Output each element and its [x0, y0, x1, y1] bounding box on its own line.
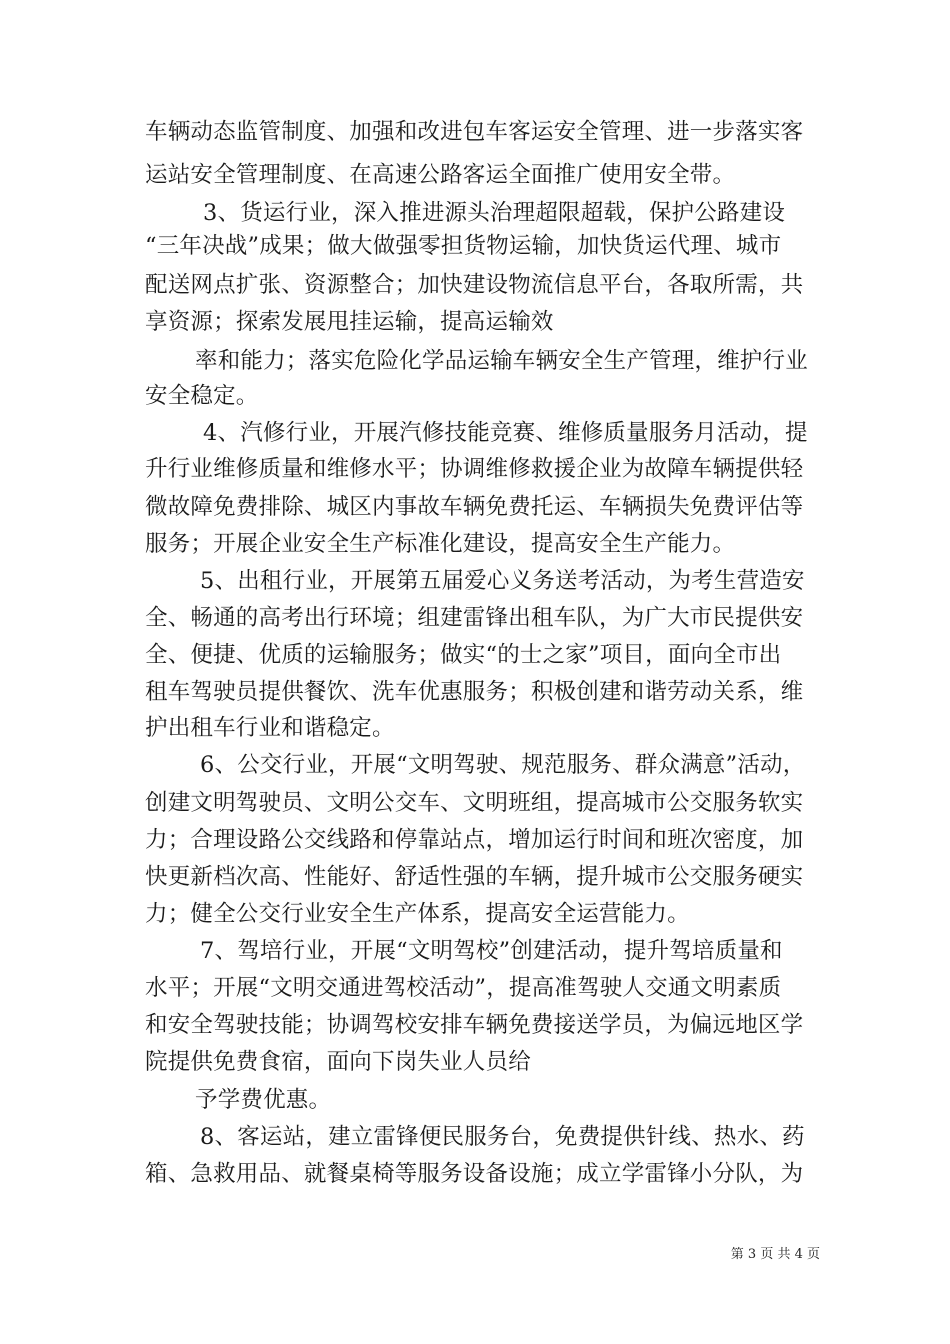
paragraph-line: 予学费优惠。 [195, 1087, 332, 1113]
paragraph-line: 安全稳定。 [145, 383, 259, 409]
paragraph-line: 全、畅通的高考出行环境；组建雷锋出租车队，为广大市民提供安 [145, 605, 804, 631]
paragraph-line: 配送网点扩张、资源整合；加快建设物流信息平台，各取所需，共 [145, 272, 804, 298]
paragraph-line: 快更新档次高、性能好、舒适性强的车辆，提升城市公交服务硬实 [145, 864, 804, 890]
paragraph-line: 6、公交行业，开展“文明驾驶、规范服务、群众满意”活动， [200, 752, 806, 778]
paragraph-line: 享资源；探索发展甩挂运输，提高运输效 [145, 309, 554, 335]
paragraph-line: 微故障免费排除、城区内事故车辆免费托运、车辆损失免费评估等 [145, 494, 804, 520]
paragraph-line: 和安全驾驶技能；协调驾校安排车辆免费接送学员，为偏远地区学 [145, 1012, 804, 1038]
paragraph-line: 水平；开展“文明交通进驾校活动”，提高准驾驶人交通文明素质 [145, 975, 782, 1001]
paragraph-line: 创建文明驾驶员、文明公交车、文明班组，提高城市公交服务软实 [145, 790, 804, 816]
paragraph-line: 全、便捷、优质的运输服务；做实“的士之家”项目，面向全市出 [145, 642, 782, 668]
paragraph-line: 护出租车行业和谐稳定。 [145, 715, 395, 741]
paragraph-line: 8、客运站，建立雷锋便民服务台，免费提供针线、热水、药 [200, 1124, 805, 1150]
paragraph-line: 院提供免费食宿，面向下岗失业人员给 [145, 1049, 531, 1075]
paragraph-line: 服务；开展企业安全生产标准化建设，提高安全生产能力。 [145, 531, 736, 557]
paragraph-line: 4、汽修行业，开展汽修技能竞赛、维修质量服务月活动，提 [203, 420, 808, 446]
page-number-footer: 第 3 页 共 4 页 [730, 1247, 820, 1262]
paragraph-line: 力；合理设路公交线路和停靠站点，增加运行时间和班次密度，加 [145, 827, 804, 853]
paragraph-line: 箱、急救用品、就餐桌椅等服务设备设施；成立学雷锋小分队，为 [145, 1161, 804, 1187]
paragraph-line: 3、货运行业，深入推进源头治理超限超载，保护公路建设 [203, 200, 786, 226]
paragraph-line: 力；健全公交行业安全生产体系，提高安全运营能力。 [145, 901, 690, 927]
paragraph-line: 7、驾培行业，开展“文明驾校”创建活动，提升驾培质量和 [200, 938, 783, 964]
paragraph-line: 5、出租行业，开展第五届爱心义务送考活动，为考生营造安 [200, 568, 805, 594]
paragraph-line: “三年决战”成果；做大做强零担货物运输，加快货运代理、城市 [145, 233, 782, 259]
paragraph-line: 运站安全管理制度、在高速公路客运全面推广使用安全带。 [145, 162, 736, 188]
paragraph-line: 车辆动态监管制度、加强和改进包车客运安全管理、进一步落实客 [145, 119, 804, 145]
paragraph-line: 升行业维修质量和维修水平；协调维修救援企业为故障车辆提供轻 [145, 456, 804, 482]
paragraph-line: 租车驾驶员提供餐饮、洗车优惠服务；积极创建和谐劳动关系，维 [145, 679, 804, 705]
paragraph-line: 率和能力；落实危险化学品运输车辆安全生产管理，维护行业 [195, 348, 808, 374]
